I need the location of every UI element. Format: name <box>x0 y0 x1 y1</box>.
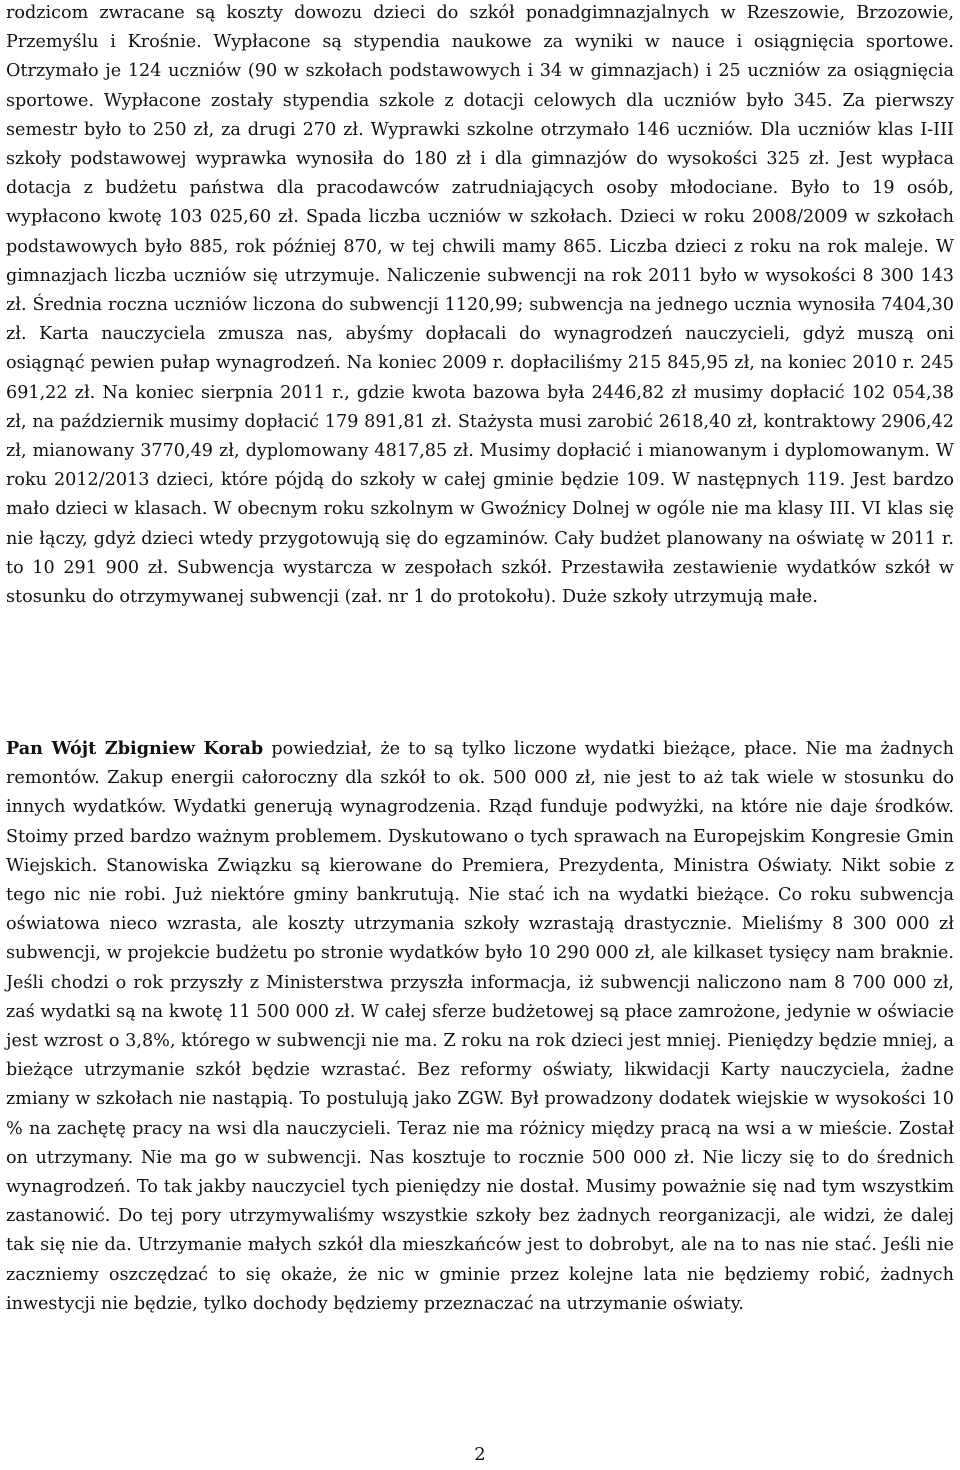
page-number: 2 <box>474 1444 486 1465</box>
body-paragraph-mayor-statement <box>6 734 954 1319</box>
statement-text: powiedział, że to są tylko liczone wydatki bieżące, płace. Nie ma żadnych remontów. Zakup energii całoroczny dla szkół to ok. 500 000 zł, nie jest to aż tak wiele w stosunku do innych wydatków. Wydatki generują wynagrodzenia. Rząd funduje podwyżki, na które nie daje środków. Stoimy przed bardzo ważnym problemem. Dyskutowano o tych sprawach na Europejskim Kongresie Gmin Wiejskich. Stanowiska Związku są kierowane do Premiera, Prezydenta, Ministra Oświaty. Nikt sobie z tego nic nie robi. Już niektóre gminy bankrutują. Nie stać ich na wydatki bieżące. Co roku subwencja oświatowa nieco wzrasta, ale koszty utrzymania szkoły wzrastają drastycznie. Mieliśmy 8 300 000 zł subwencji, w projekcie budżetu po stronie wydatków było 10 290 000 zł, ale kilkaset tysięcy nam braknie. Jeśli chodzi o rok przyszły z Ministerstwa przyszła informacja, iż subwencji naliczono nam 8 700 000 zł, zaś wydatki są na kwotę 11 500 000 zł. W całej sferze budżetowej są płace zamrożone, jedynie w oświacie jest wzrost o 3,8%, którego w subwencji nie ma. Z roku na rok dzieci jest mniej. Pieniędzy będzie mniej, a bieżące utrzymanie szkół będzie wzrastać. Bez reformy oświaty, likwidacji Karty nauczyciela, żadne zmiany w szkołach nie nastąpią. To postulują jako ZGW. Był prowadzony dodatek wiejskie w wysokości 10 % na zachętę pracy na wsi dla nauczycieli. Teraz nie ma różnicy między pracą na wsi a w mieście. Został on utrzymany. Nie ma go w subwencji. Nas kosztuje to rocznie 500 000 zł. Nie liczy się to do średnich wynagrodzeń. To tak jakby nauczyciel tych pieniędzy nie dostał. Musimy poważnie się nad tym wszystkim zastanowić. Do tej pory utrzymywaliśmy wszystkie szkoły bez żadnych reorganizacji, ale widzi, że dalej tak się nie da. Utrzymanie małych szkół dla mieszkańców jest to dobrobyt, ale na to nas nie stać. Jeśli nie zaczniemy oszczędzać to się okaże, że nic w gminie przez kolejne lata nie będziemy robić, żadnych inwestycji nie będzie, tylko dochody będziemy przeznaczać na utrzymanie oświaty. <box>6 739 954 1314</box>
speaker-name: Pan Wójt Zbigniew Korab <box>6 738 264 759</box>
body-paragraph-education-report: rodzicom zwracane są koszty dowozu dzieci do szkół ponadgimnazjalnych w Rzeszowie, Brzozowie, Przemyślu i Krośnie. Wypłacone są stypendia naukowe za wyniki w nauce i osiągnięcia sportowe. Otrzymało je 124 uczniów (90 w szkołach podstawowych i 34 w gimnazjach) i 25 uczniów za osiągnięcia sportowe. Wypłacone zostały stypendia szkole z dotacji celowych dla uczniów było 345. Za pierwszy semestr było to 250 zł, za drugi 270 zł. Wyprawki szkolne otrzymało 146 uczniów. Dla uczniów klas I-III szkoły podstawowej wyprawka wynosiła do 180 zł i dla gimnazjów do wysokości 325 zł. Jest wypłaca dotacja z budżetu państwa dla pracodawców zatrudniających osoby młodociane. Było to 19 osób, wypłacono kwotę 103 025,60 zł. Spada liczba uczniów w szkołach. Dzieci w roku 2008/2009 w szkołach podstawowych było 885, rok później 870, w tej chwili mamy 865. Liczba dzieci z roku na rok maleje. W gimnazjach liczba uczniów się utrzymuje. Naliczenie subwencji na rok 2011 było w wysokości 8 300 143 zł. Średnia roczna uczniów liczona do subwencji 1120,99; subwencja na jednego ucznia wynosiła 7404,30 zł. Karta nauczyciela zmusza nas, abyśmy dopłacali do wynagrodzeń nauczycieli, gdyż muszą oni osiągnąć pewien pułap wynagrodzeń. Na koniec 2009 r. dopłaciliśmy 215 845,95 zł, na koniec 2010 r. 245 691,22 zł. Na koniec sierpnia 2011 r., gdzie kwota bazowa była 2446,82 zł musimy dopłacić 102 054,38 zł, na październik musimy dopłacić 179 891,81 zł. Stażysta musi zarobić 2618,40 zł, kontraktowy 2906,42 zł, mianowany 3770,49 zł, dyplomowany 4817,85 zł. Musimy dopłacić i mianowanym i dyplomowanym. W roku 2012/2013 dzieci, które pójdą do szkoły w całej gminie będzie 109. W następnych 119. Jest bardzo mało dzieci w klasach. W obecnym roku szkolnym w Gwoźnicy Dolnej w ogóle nie ma klasy III. VI klas się nie łączy, gdyż dzieci wtedy przygotowują się do egzaminów. Cały budżet planowany na oświatę w 2011 r. to 10 291 900 zł. Subwencja wystarcza w zespołach szkół. Przestawiła zestawienie wydatków szkół w stosunku do otrzymywanej subwencji (zał. nr 1 do protokołu). Duże szkoły utrzymują małe. <box>6 3 954 608</box>
